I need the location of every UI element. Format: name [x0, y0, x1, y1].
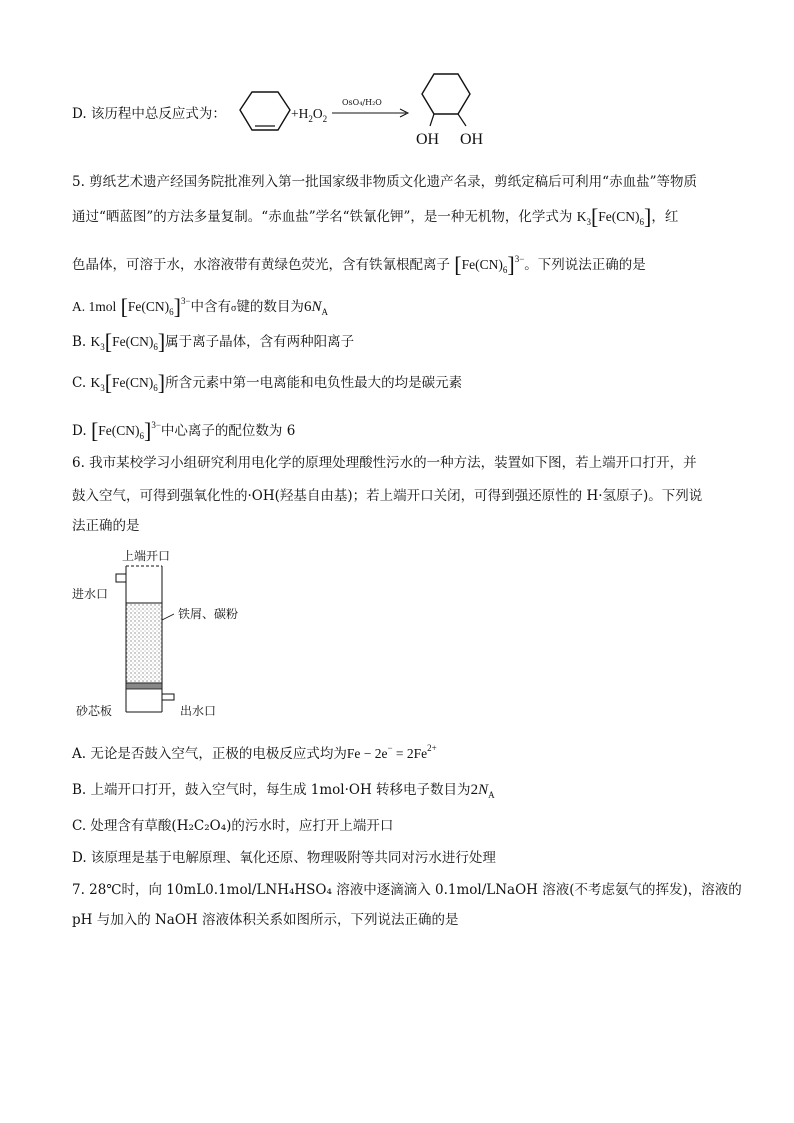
label-water-outlet: 出水口 — [180, 704, 217, 718]
catalyst-label: OsO₄/H₂O — [342, 98, 382, 107]
q6-line-3: 法正确的是 — [72, 518, 140, 534]
h2o2-reagent: $+H_2O_2$ — [291, 106, 328, 124]
hydroxyl-label-1: OH — [416, 131, 440, 148]
reaction-arrow — [332, 108, 412, 118]
q5-line-3: 色晶体，可溶于水，水溶液带有黄绿色荧光，含有铁氰根配离子 $[Fe(CN)_6]^{3-}$。下列说法正确的是 — [72, 252, 646, 277]
cyclohexanediol-structure — [418, 70, 498, 134]
q4-option-d — [72, 104, 226, 124]
q5-line-1: 5. 剪纸艺术遗产经国务院批准列入第一批国家级非物质文化遗产名录，剪纸定稿后可利用“赤血盐”等物质 — [72, 174, 697, 190]
q5-option-c: C. $K_3[Fe(CN)_6]$所含元素中第一电离能和电负性最大的均是碳元素 — [72, 370, 463, 395]
label-top-opening: 上端开口 — [122, 549, 171, 563]
q5-line-2: 通过“晒蓝图”的方法多量复制。“赤血盐”学名“铁氰化钾”，是一种无机物，化学式为 $K_3[Fe(CN)_6]$，红 — [72, 204, 679, 229]
q6-option-c: C. 处理含有草酸(H₂C₂O₄)的污水时，应打开上端开口 — [72, 818, 394, 834]
cyclohexene-structure — [238, 88, 294, 138]
q4-d-prefix: D. 该历程中总反应式为： — [72, 106, 226, 122]
q6-option-d: D. 该原理是基于电解原理、氧化还原、物理吸附等共同对污水进行处理 — [72, 850, 496, 866]
hydroxyl-label-2: OH — [460, 131, 484, 148]
apparatus-figure — [110, 560, 220, 720]
q6-line-2: 鼓入空气，可得到强氧化性的·OH(羟基自由基)；若上端开口关闭，可得到强还原性的 H·氢原子)。下列说 — [72, 488, 703, 504]
q6-option-b: B. 上端开口打开，鼓入空气时，每生成 1mol·OH 转移电子数目为$2N_A$ — [72, 782, 495, 800]
label-water-inlet: 进水口 — [72, 587, 109, 601]
label-sand-core-plate: 砂芯板 — [76, 704, 113, 718]
q7-line-1: 7. 28℃时，向 10mL0.1mol/LNH₄HSO₄ 溶液中逐滴滴入 0.1mol/LNaOH 溶液(不考虑氨气的挥发)，溶液的 — [72, 882, 742, 898]
q6-option-a: A. 无论是否鼓入空气，正极的电极反应式均为$Fe - 2e^- = 2Fe^{2+}$ — [72, 743, 437, 762]
q5-option-b: B. $K_3[Fe(CN)_6]$属于离子晶体，含有两种阳离子 — [72, 329, 355, 354]
q7-line-2: pH 与加入的 NaOH 溶液体积关系如图所示，下列说法正确的是 — [72, 912, 459, 928]
q5-option-d: D. $[Fe(CN)_6]^{3-}$中心离子的配位数为 6 — [72, 418, 296, 443]
q5-option-a: A. 1mol $[Fe(CN)_6]^{3-}$中含有σ键的数目为$6N_A$ — [72, 294, 328, 319]
label-iron-carbon: 铁屑、碳粉 — [178, 607, 239, 621]
q6-line-1: 6. 我市某校学习小组研究利用电化学的原理处理酸性污水的一种方法，装置如下图，若上端开口打开，并 — [72, 455, 697, 471]
